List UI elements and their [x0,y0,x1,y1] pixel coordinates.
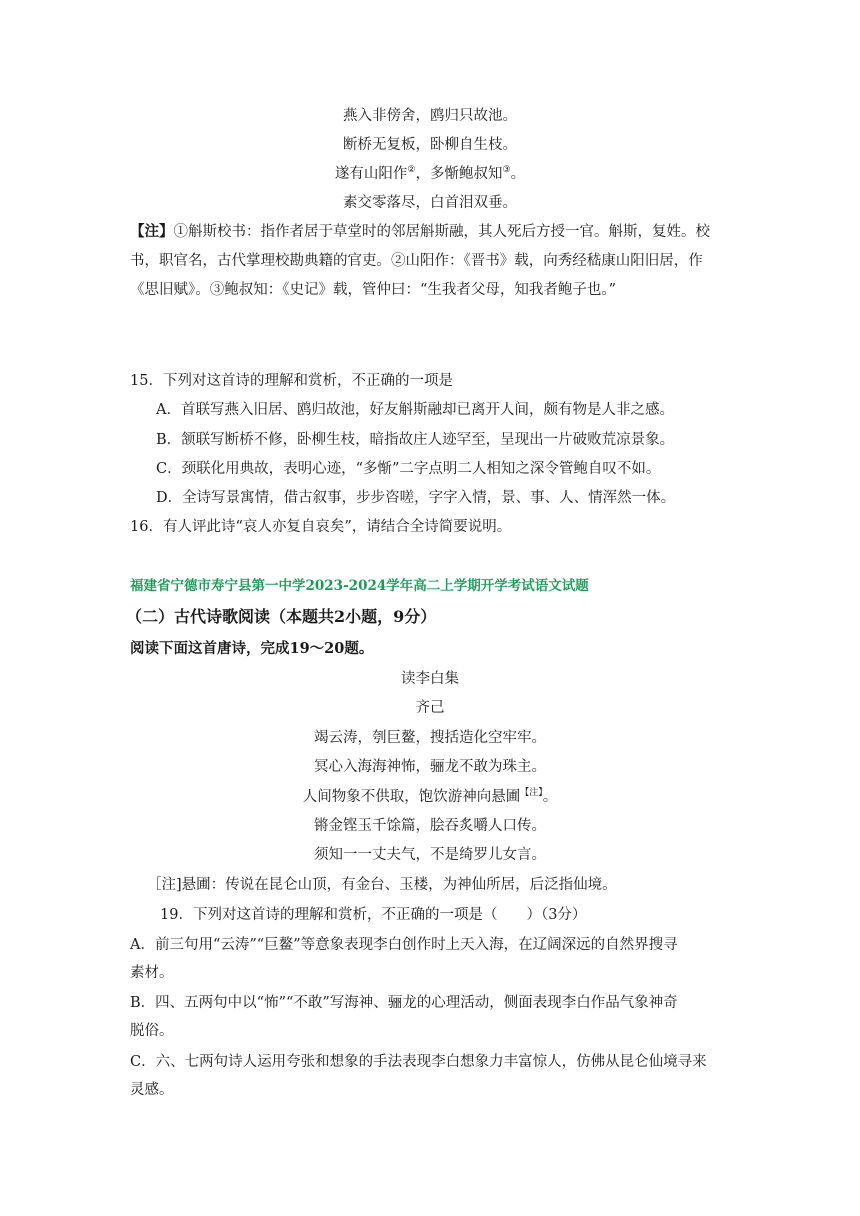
poem1-line-3: 遂有山阳作②，多惭鲍叔知③。 [334,165,526,182]
question-19-stem: 19．下列对这首诗的理解和赏析，不正确的一项是（ ）（3分） [160,907,587,923]
question-19-option-b: B．四、五两句中以“怖”“不敢”写海神、骊龙的心理活动，侧面表现李白作品气象神奇 [130,995,678,1011]
poem2-title: 读李白集 [401,671,459,687]
reading-instruction: 阅读下面这首唐诗，完成19～20题。 [130,640,374,657]
question-15-option-b: B．颔联写断桥不修，卧柳生枝，暗指故庄人迹罕至，呈现出一片破败荒凉景象。 [156,432,675,448]
question-15-option-c: C．颈联化用典故，表明心迹，“多惭”二字点明二人相知之深令管鲍自叹不如。 [156,461,661,477]
poem2-line-5: 须知一一丈夫气，不是绮罗儿女言。 [314,847,546,863]
question-19-option-c: C．六、七两句诗人运用夸张和想象的手法表现李白想象力丰富惊人，仿佛从昆仑仙境寻来 [130,1054,707,1070]
question-16: 16．有人评此诗“哀人亦复自哀矣”，请结合全诗简要说明。 [130,519,512,535]
question-15-stem: 15．下列对这首诗的理解和赏析，不正确的一项是 [130,373,453,389]
poem2-note: ［注]悬圃：传说在昆仑山顶，有金台、玉楼，为神仙所居，后泛指仙境。 [147,877,617,893]
poem2-line-4: 锵金铿玉千馀篇，脍吞炙嚼人口传。 [314,818,546,834]
poem1-line-4: 素交零落尽，白首泪双垂。 [343,195,517,211]
poem2-line-3: 人间物象不供取，饱饮游神向悬圃$^{【注】}$。 [302,788,558,805]
question-19-option-b-cont: 脱俗。 [130,1023,174,1039]
poem1-note-line-2: 书，职官名，古代掌理校勘典籍的官吏。②山阳作：《晋书》载，向秀经嵇康山阳旧居，作 [130,253,703,269]
poem2-line-1: 竭云涛，刳巨鳌，搜括造化空牢牢。 [314,730,546,746]
poem2-author: 齐己 [415,700,445,716]
section-heading: （二）古代诗歌阅读（本题共2小题，9分） [126,607,437,626]
source-title: 福建省宁德市寿宁县第一中学2023-2024学年高二上学期开学考试语文试题 [130,578,589,594]
poem2-line-2: 冥心入海海神怖，骊龙不敢为珠主。 [314,759,546,775]
poem1-note-line-3: 《思旧赋》。③鲍叔知：《史记》载，管仲曰：“生我者父母，知我者鲍子也。” [130,282,617,298]
question-19-option-a-cont: 素材。 [130,965,174,981]
question-15-option-d: D．全诗写景寓情，借古叙事，步步咨嗟，字字入情，景、事、人、情浑然一体。 [156,490,676,506]
poem1-line-2: 断桥无复板，卧柳自生枝。 [343,137,517,153]
question-19-option-a: A．前三句用“云涛”“巨鳌”等意象表现李白创作时上天入海，在辽阔深远的自然界搜寻 [130,937,678,953]
poem1-note-line-1: 【注】①斛斯校书：指作者居于草堂时的邻居斛斯融，其人死后方授一官。斛斯，复姓。校 [130,223,710,240]
poem1-line-1: 燕入非傍舍，鸥归只故池。 [343,108,517,124]
question-15-option-a: A．首联写燕入旧居、鸥归故池，好友斛斯融却已离开人间，颇有物是人非之感。 [156,402,674,418]
question-19-option-c-cont: 灵感。 [130,1082,174,1098]
